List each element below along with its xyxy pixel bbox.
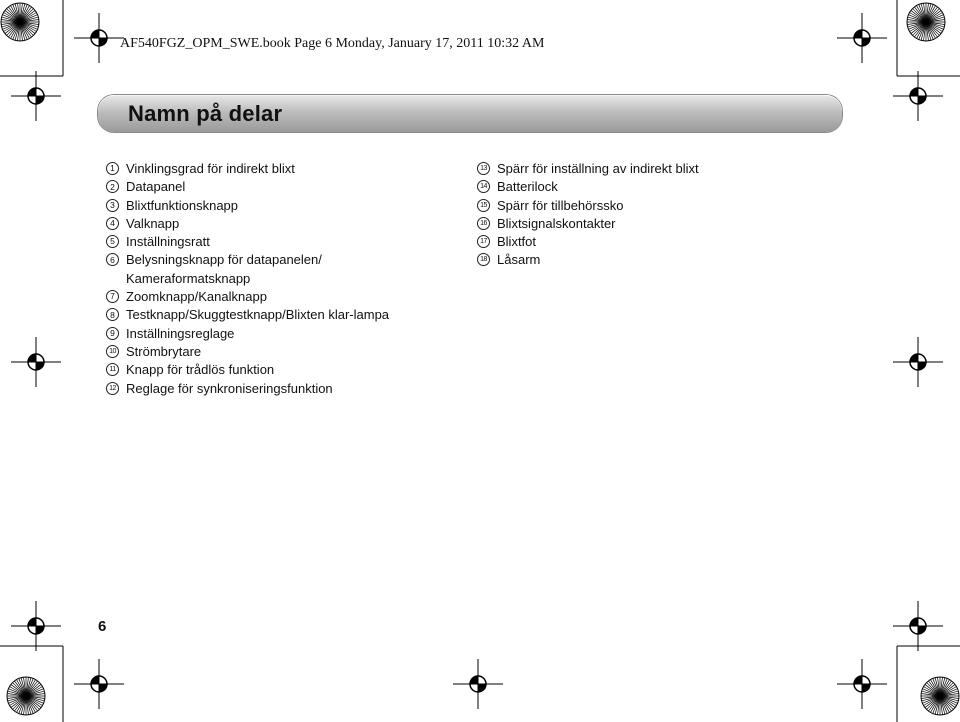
part-number-badge: 16 (477, 217, 490, 230)
part-number-badge: 12 (106, 382, 119, 395)
part-label (126, 215, 179, 233)
part-label-line: Blixtfot (497, 234, 537, 250)
part-number-badge: 11 (106, 363, 119, 376)
part-label (126, 380, 333, 398)
part-label-line: Spärr för tillbehörssko (497, 197, 624, 213)
part-label-line: Blixtsignalskontakter (497, 215, 616, 231)
part-item (106, 251, 466, 288)
part-item (106, 361, 466, 379)
part-label-line: Knapp för trådlös funktion (126, 362, 275, 378)
title-banner (98, 95, 842, 132)
part-label-line: Testknapp/Skuggtestknapp/Blixten klar-lampa (126, 307, 390, 323)
part-number-badge: 2 (106, 180, 119, 193)
part-label (126, 306, 389, 324)
part-label-line: Inställningsratt (126, 234, 210, 250)
part-label (126, 361, 274, 379)
part-label (497, 233, 536, 251)
part-item (477, 233, 837, 251)
part-item (106, 215, 466, 233)
part-item (106, 343, 466, 361)
parts-list-right (477, 160, 837, 270)
part-label-line: Batterilock (497, 179, 558, 195)
part-label-line: Zoomknapp/Kanalknapp (126, 289, 267, 305)
part-item (106, 380, 466, 398)
part-number-badge: 17 (477, 235, 490, 248)
parts-list-left (106, 160, 466, 398)
part-item (106, 306, 466, 324)
part-label (126, 197, 238, 215)
part-label (126, 288, 267, 306)
book-info-header: AF540FGZ_OPM_SWE.book Page 6 Monday, January 17, 2011 10:32 AM (120, 36, 545, 51)
part-label-line: Vinklingsgrad för indirekt blixt (126, 161, 295, 176)
part-number-badge: 7 (106, 290, 119, 303)
part-label-line: Reglage för synkroniseringsfunktion (126, 380, 333, 396)
part-number-badge: 10 (106, 345, 119, 358)
part-label (126, 178, 185, 196)
part-label-line: Spärr för inställning av indirekt blixt (497, 161, 699, 176)
part-label-line: Låsarm (497, 252, 541, 268)
part-label (497, 160, 699, 178)
part-label-line: Kameraformatsknapp (126, 270, 251, 286)
part-number-badge: 18 (477, 253, 490, 266)
part-item (106, 288, 466, 306)
part-label-line: Belysningsknapp för datapanelen/ (126, 252, 322, 268)
part-item (106, 178, 466, 196)
part-number-badge: 1 (106, 162, 119, 175)
part-item (477, 251, 837, 269)
part-label (497, 178, 558, 196)
part-number-badge: 8 (106, 308, 119, 321)
part-item (477, 197, 837, 215)
part-number-badge: 3 (106, 199, 119, 212)
part-label (497, 215, 616, 233)
part-number-badge: 14 (477, 180, 490, 193)
page-title: Namn på delar (128, 101, 283, 126)
part-label-line: Strömbrytare (126, 343, 202, 359)
part-number-badge: 6 (106, 253, 119, 266)
part-number-badge: 9 (106, 327, 119, 340)
part-label-line: Inställningsreglage (126, 325, 235, 341)
part-item (106, 325, 466, 343)
part-number-badge: 13 (477, 162, 490, 175)
part-label (126, 325, 234, 343)
part-label-line: Datapanel (126, 179, 186, 195)
part-item (477, 160, 837, 178)
part-item (106, 197, 466, 215)
part-label-line: Valknapp (126, 215, 180, 231)
part-label (497, 197, 623, 215)
part-item (106, 233, 466, 251)
part-item (106, 160, 466, 178)
part-label (126, 251, 322, 288)
part-number-badge: 5 (106, 235, 119, 248)
part-label (126, 343, 201, 361)
part-item (477, 215, 837, 233)
part-label (126, 233, 210, 251)
part-label (126, 160, 295, 178)
part-number-badge: 15 (477, 199, 490, 212)
part-number-badge: 4 (106, 217, 119, 230)
part-item (477, 178, 837, 196)
part-label-line: Blixtfunktionsknapp (126, 197, 239, 213)
part-label (497, 251, 540, 269)
page-number: 6 (98, 618, 107, 635)
